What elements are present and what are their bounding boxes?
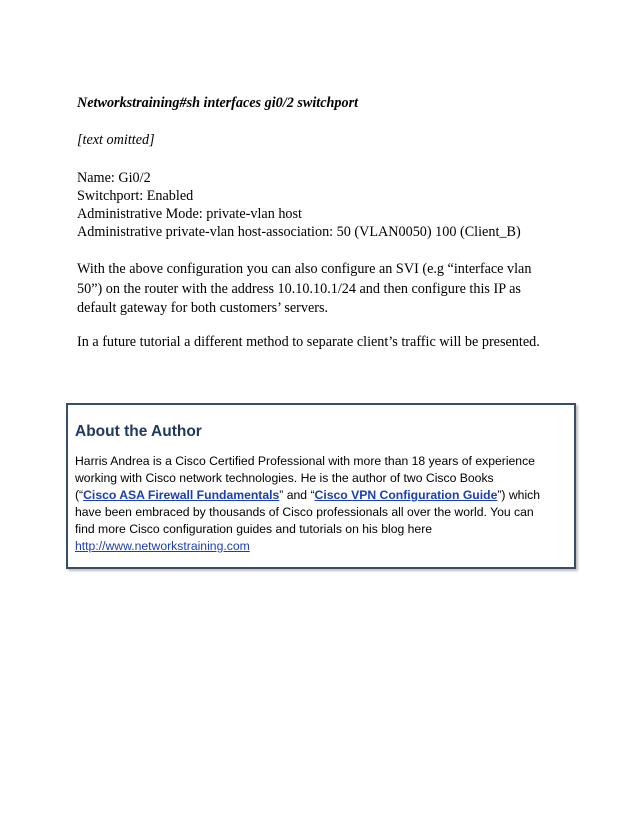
author-line: find more Cisco configuration guides and tutorials on his blog here: [75, 522, 433, 536]
book-link-asa-firewall[interactable]: Cisco ASA Firewall Fundamentals: [83, 488, 280, 502]
output-line-admin-mode: Administrative Mode: private-vlan host: [77, 206, 302, 222]
about-author-heading: About the Author: [75, 423, 202, 440]
quote-close: ”) which: [497, 488, 541, 502]
quote-open: (“: [75, 488, 84, 502]
paragraph-line: With the above configuration you can also configure an SVI (e.g “interface vlan: [77, 261, 532, 277]
output-line-switchport: Switchport: Enabled: [77, 188, 194, 204]
author-line: working with Cisco network technologies. He is the author of two Cisco Books: [75, 471, 494, 485]
paragraph-line: 50”) on the router with the address 10.10.10.1/24 and then configure this IP as: [77, 280, 521, 297]
blog-url-link[interactable]: http://www.networkstraining.com: [75, 539, 250, 553]
paragraph-future-tutorial: In a future tutorial a different method to separate client’s traffic will be presented.: [77, 334, 540, 350]
quote-mid: ” and “: [279, 488, 315, 502]
author-line: have been embraced by thousands of Cisco professionals all over the world. You can: [75, 505, 534, 519]
paragraph-svi: [77, 260, 557, 319]
book-link-vpn-guide[interactable]: Cisco VPN Configuration Guide: [314, 488, 498, 502]
omitted-note: [text omitted]: [77, 132, 155, 148]
about-author-box: [66, 403, 576, 569]
output-line-host-association: Administrative private-vlan host-association: 50 (VLAN0050) 100 (Client_B): [77, 224, 521, 240]
output-line-name: Name: Gi0/2: [77, 170, 151, 186]
paragraph-line: default gateway for both customers’ servers.: [77, 300, 329, 316]
cli-command: Networkstraining#sh interfaces gi0/2 switchport: [77, 95, 359, 111]
author-line-books: [75, 487, 571, 504]
about-author-text: [75, 453, 571, 555]
author-line: Harris Andrea is a Cisco Certified Professional with more than 18 years of experience: [75, 454, 535, 468]
